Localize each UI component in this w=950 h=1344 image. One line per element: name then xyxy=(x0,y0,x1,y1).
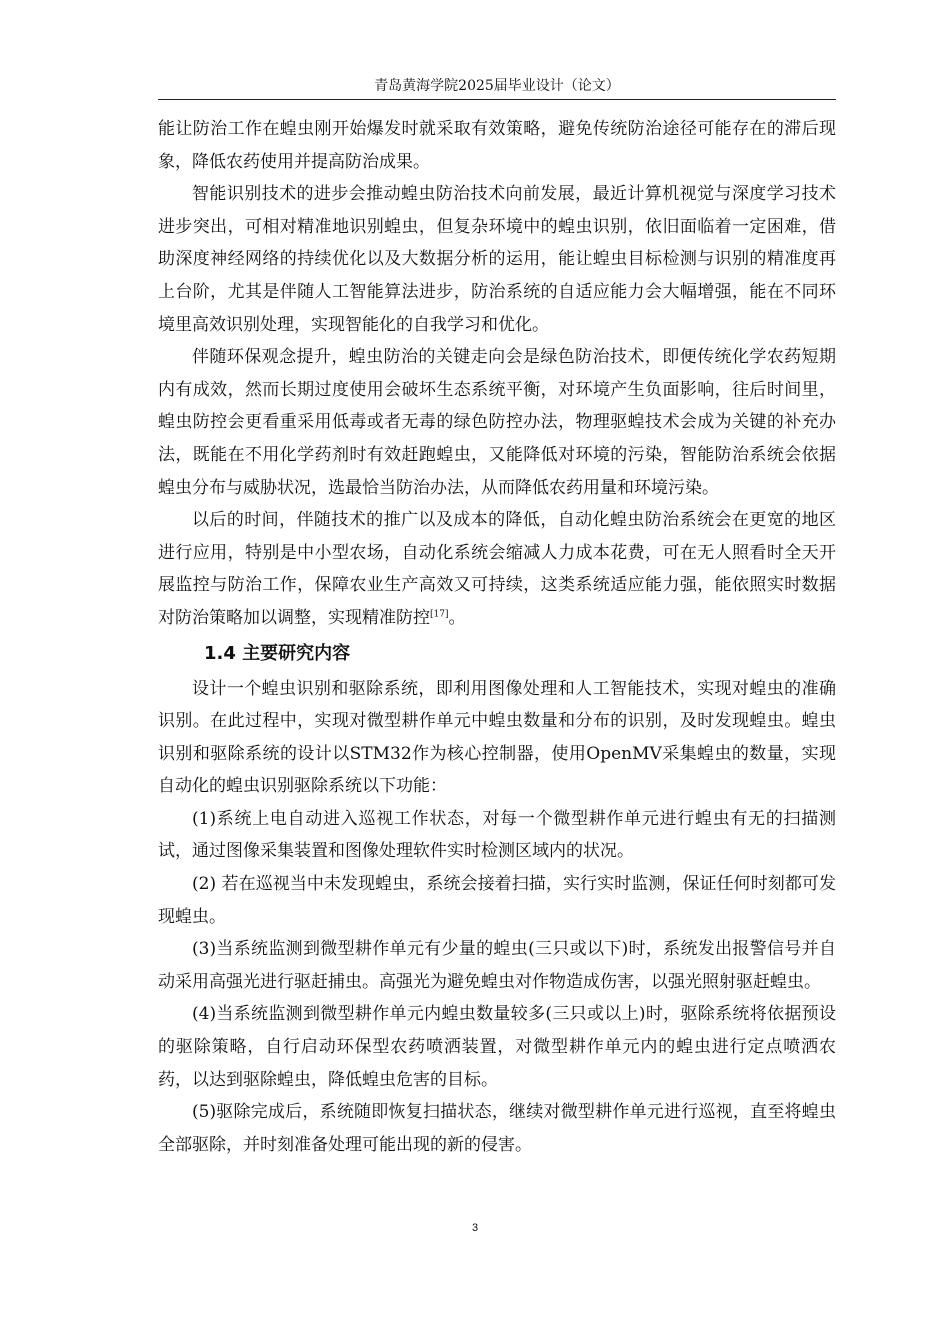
paragraph: 智能识别技术的进步会推动蝗虫防治技术向前发展，最近计算机视觉与深度学习技术进步突出，可相对精准地识别蝗虫，但复杂环境中的蝗虫识别，依旧面临着一定困难，借助深度神经网络的持续优化以及大数据分析的运用，能让蝗虫目标检测与识别的精准度再上台阶，尤其是伴随人工智能算法进步，防治系统的自适应能力会大幅增强，能在不同环境里高效识别处理，实现智能化的自我学习和优化。 xyxy=(158,184,836,335)
list-item: (5)驱除完成后，系统随即恢复扫描状态，继续对微型耕作单元进行巡视，直至将蝗虫全部驱除，并时刻准备处理可能出现的新的侵害。 xyxy=(158,1102,836,1155)
citation-reference[interactable]: [17] xyxy=(430,609,449,620)
paragraph-with-citation xyxy=(158,504,836,634)
body-text xyxy=(158,113,836,1161)
list-item: (2) 若在巡视当中未发现蝗虫，系统会接着扫描，实行实时监测，保证任何时刻都可发现蝗虫。 xyxy=(158,874,836,927)
paragraph-text: 以后的时间，伴随技术的推广以及成本的降低，自动化蝗虫防治系统会在更宽的地区进行应用，特别是中小型农场，自动化系统会缩减人力成本花费，可在无人照看时全天开展监控与防治工作，保障农业生产高效又可持续，这类系统适应能力强，能依照实时数据对防治策略加以调整，实现精准防控 xyxy=(158,510,836,628)
paragraph: 能让防治工作在蝗虫刚开始爆发时就采取有效策略，避免传统防治途径可能存在的滞后现象，降低农药使用并提高防治成果。 xyxy=(158,119,836,172)
running-header: 青岛黄海学院2025届毕业设计（论文） xyxy=(374,78,620,94)
paragraph: 伴随环保观念提升，蝗虫防治的关键走向会是绿色防治技术，即便传统化学农药短期内有成效，然而长期过度使用会破坏生态系统平衡，对环境产生负面影响，往后时间里，蝗虫防控会更看重采用低毒或者无毒的绿色防控办法，物理驱蝗技术会成为关键的补充办法，既能在不用化学药剂时有效赶跑蝗虫，又能降低对环境的污染，智能防治系统会依据蝗虫分布与威胁状况，选最恰当防治办法，从而降低农药用量和环境污染。 xyxy=(158,347,836,498)
list-item: (4)当系统监测到微型耕作单元内蝗虫数量较多(三只或以上)时，驱除系统将依据预设的驱除策略，自行启动环保型农药喷洒装置，对微型耕作单元内的蝗虫进行定点喷洒农药，以达到驱除蝗虫，降低蝗虫危害的目标。 xyxy=(158,1004,836,1090)
paragraph: 设计一个蝗虫识别和驱除系统，即利用图像处理和人工智能技术，实现对蝗虫的准确识别。在此过程中，实现对微型耕作单元中蝗虫数量和分布的识别，及时发现蝗虫。蝗虫识别和驱除系统的设计以STM32作为核心控制器，使用OpenMV采集蝗虫的数量，实现自动化的蝗虫识别驱除系统以下功能： xyxy=(158,678,836,797)
list-item: (1)系统上电自动进入巡视工作状态，对每一个微型耕作单元进行蝗虫有无的扫描测试，通过图像采集装置和图像处理软件实时检测区域内的状况。 xyxy=(158,808,836,862)
section-heading: 1.4 主要研究内容 xyxy=(204,642,351,664)
paragraph-end: 。 xyxy=(448,607,466,628)
header-rule xyxy=(158,99,836,100)
page-number: 3 xyxy=(471,1222,479,1234)
list-item: (3)当系统监测到微型耕作单元有少量的蝗虫(三只或以下)时，系统发出报警信号并自动采用高强光进行驱赶捕虫。高强光为避免蝗虫对作物造成伤害，以强光照射驱赶蝗虫。 xyxy=(158,939,836,992)
